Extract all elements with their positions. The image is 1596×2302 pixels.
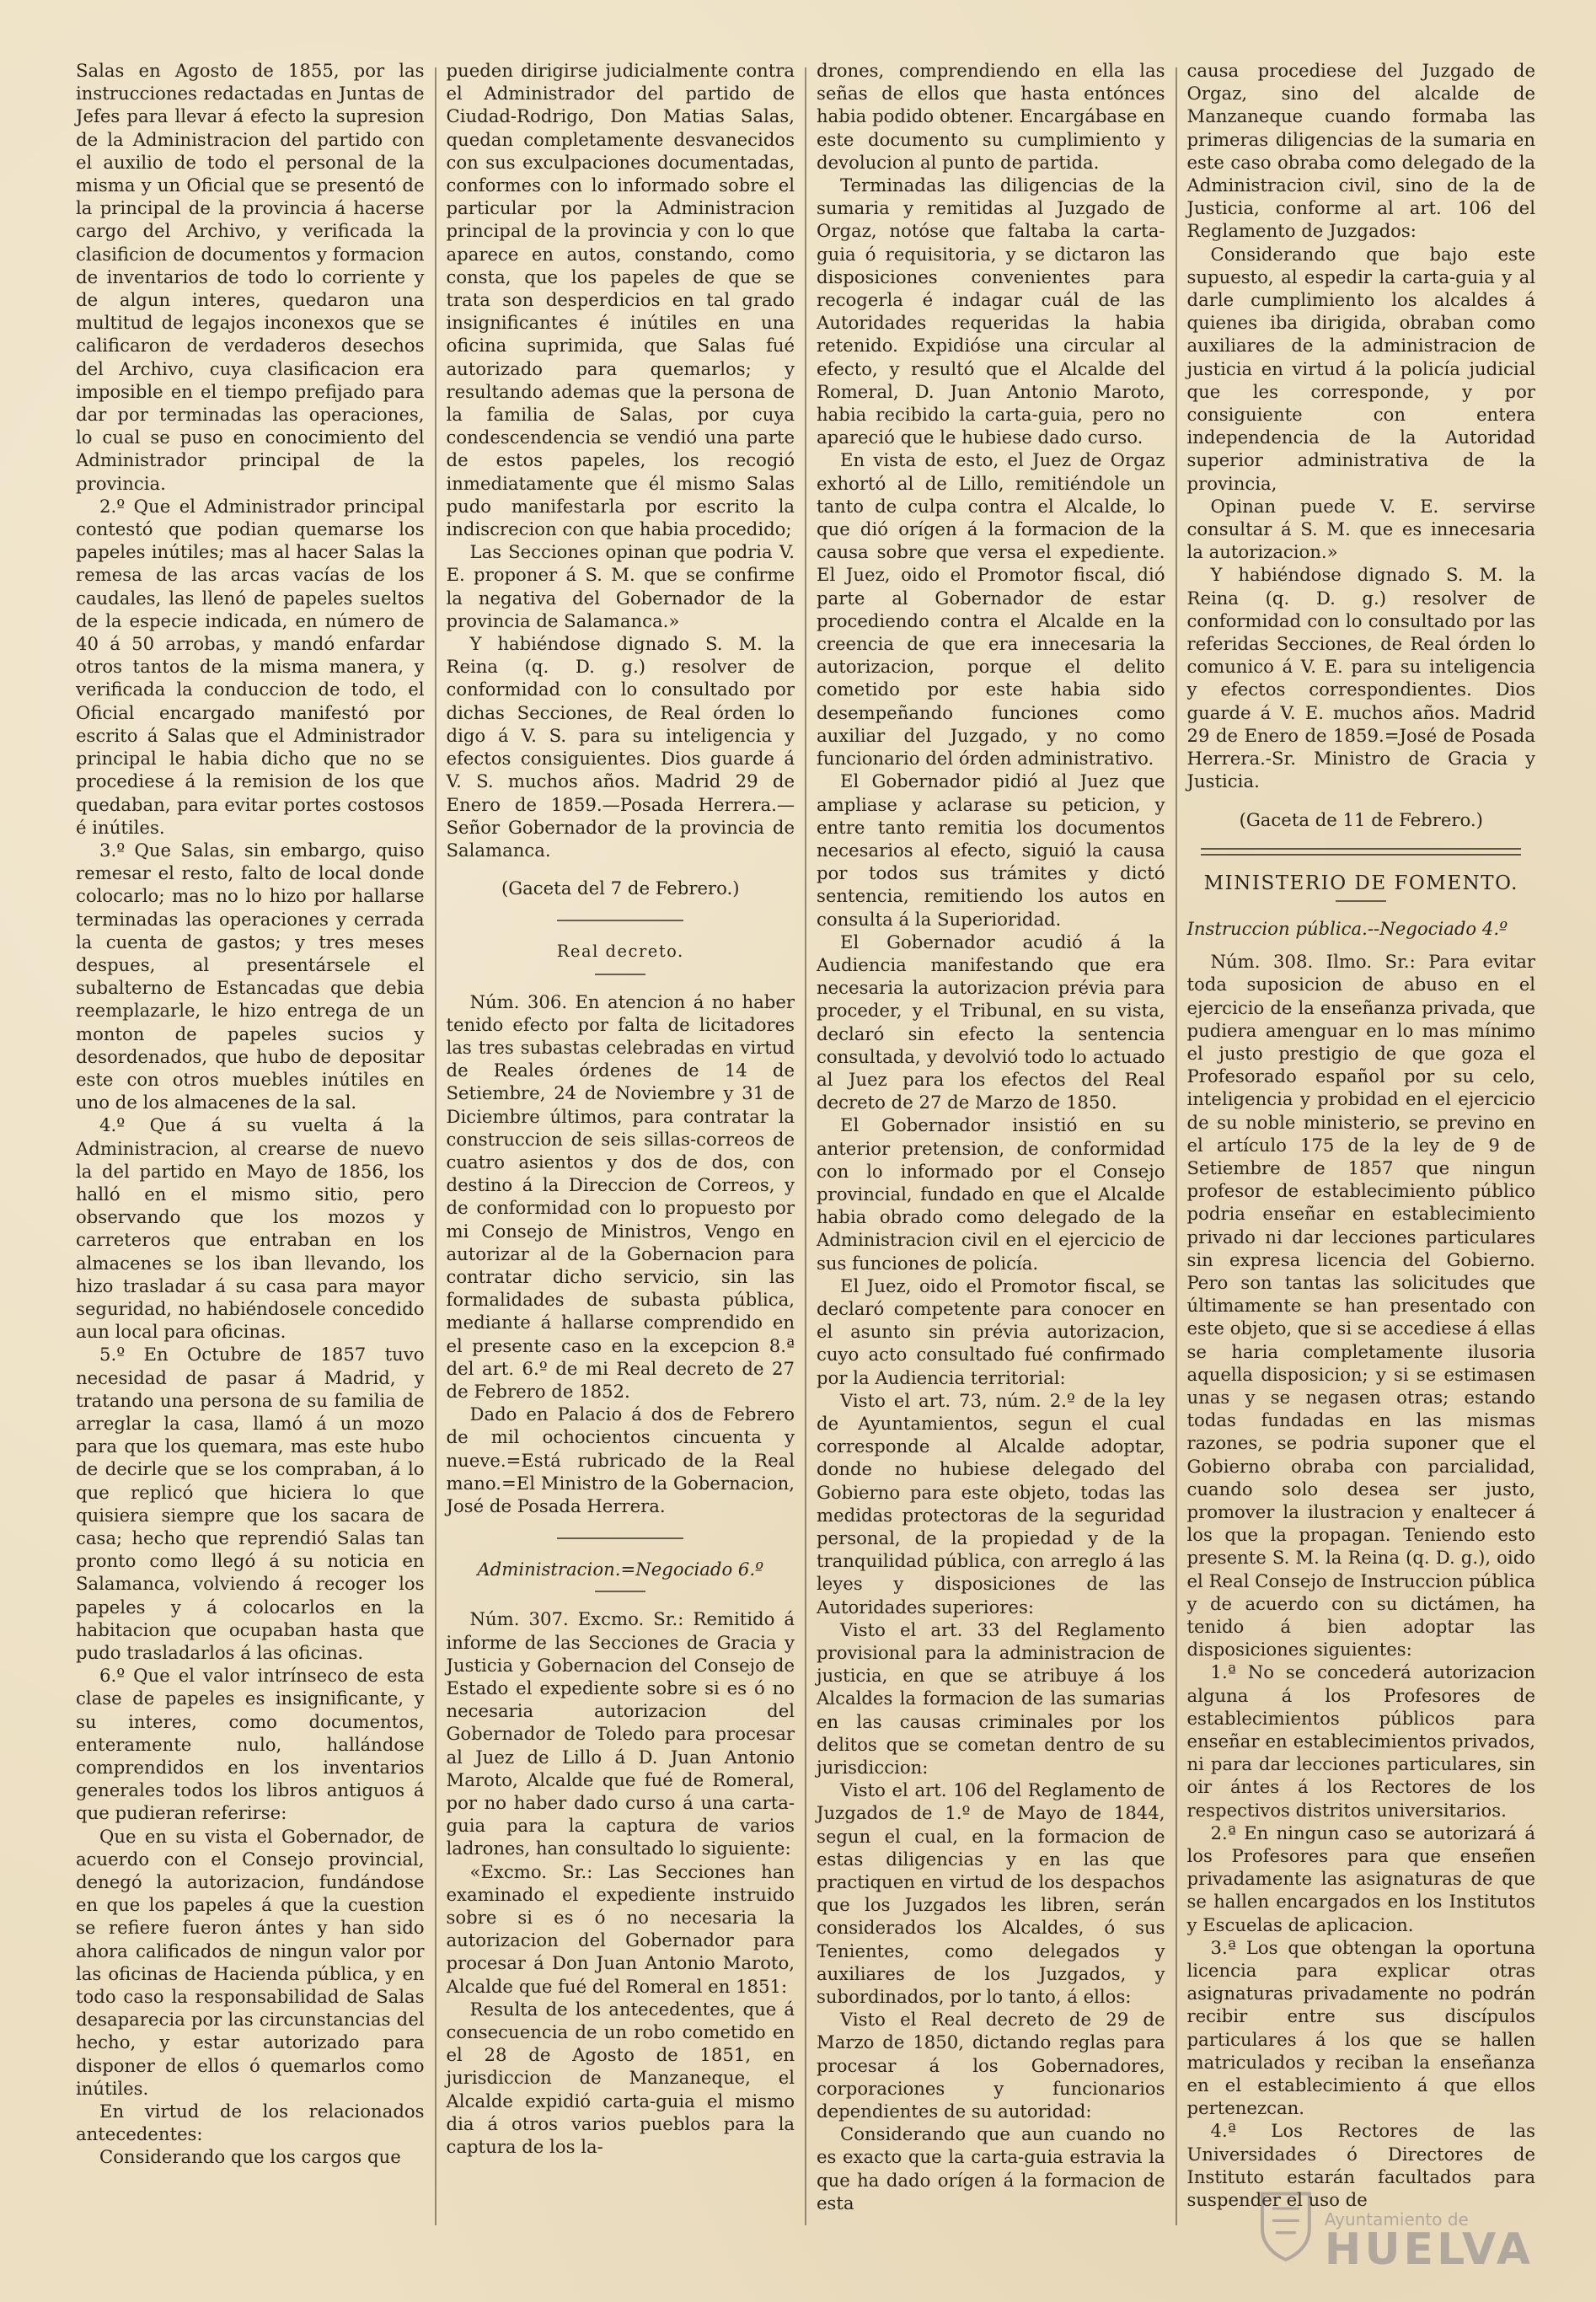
column-rule xyxy=(805,67,806,2225)
section-separator xyxy=(557,920,683,921)
paragraph: El Juez, oido el Promotor fiscal, se declaró competente para conocer en el asunto sin prévia autorizacion, cuyo acto consultado fué confirmado por la Audiencia territorial: xyxy=(817,1274,1165,1388)
watermark-text xyxy=(1324,2209,1534,2275)
paragraph: Que en su vista el Gobernador, de acuerdo con el Consejo provincial, denegó la autorizacion, fundándose en que los papeles á que la cuestion se refiere fueron ántes y han sido ahora calificados de ningun valor por las oficinas de Hacienda pública, y en todo caso la responsabilidad de Salas desaparecia por las circunstancias del hecho, y estar autorizado para disponer de ellos ó quemarlos como inútiles. xyxy=(76,1825,425,2099)
paragraph: Dado en Palacio á dos de Febrero de mil ochocientos cincuenta y nueve.=Está rubricado de la Real mano.=El Ministro de la Gobernacion, José de Posada Herrera. xyxy=(446,1403,795,1516)
huelva-watermark xyxy=(1256,2171,1534,2275)
paragraph: «Excmo. Sr.: Las Secciones han examinado el expediente instruido sobre si es ó no necesaria la autorizacion del Gobernador para procesar á Don Juan Antonio Maroto, Alcalde que fué del Romeral en 1851: xyxy=(446,1860,795,1997)
text-columns xyxy=(66,59,1545,2251)
column-rule xyxy=(435,67,436,2225)
paragraph: Visto el art. 33 del Reglamento provisional para la administracion de justicia, en que se atribuye á los Alcaldes la formacion de las sumarias en las causas criminales por los delitos que se cometan dentro de su jurisdiccion: xyxy=(817,1618,1165,1779)
gazette-citation: (Gaceta de 11 de Febrero.) xyxy=(1239,808,1483,830)
short-separator xyxy=(1336,900,1386,902)
column-1 xyxy=(66,59,435,2251)
paragraph: Opinan puede V. E. servirse consultar á S. M. que es innecesaria la autorizacion.» xyxy=(1186,495,1536,563)
column-4 xyxy=(1177,59,1546,2251)
watermark-top: Ayuntamiento de xyxy=(1324,2209,1469,2230)
paragraph: Y habiéndose dignado S. M. la Reina (q. D. g.) resolver de conformidad con lo consultado por dichas Secciones, de Real órden lo digo á V. S. para su inteligencia y efectos consiguientes. Dios guarde á V. S. muchos años. Madrid 29 de Enero de 1859.—Posada Herrera.—Señor Gobernador de la provincia de Salamanca. xyxy=(446,633,795,861)
paragraph: Las Secciones opinan que podria V. E. proponer á S. M. que se confirme la negativa del Gobernador de la provincia de Salamanca.» xyxy=(446,541,795,631)
paragraph: 4.ª Los Rectores de las Universidades ó Directores de Instituto estarán facultados para suspender el uso de xyxy=(1186,2120,1536,2211)
paragraph: causa procediese del Juzgado de Orgaz, sino del alcalde de Manzaneque cuando formaba las primeras diligencias de la sumaria en este caso obraba como delegado de la Administracion civil, sino de la de Justicia, conforme al art. 106 del Reglamento de Juzgados: xyxy=(1186,60,1536,242)
section-separator xyxy=(557,1537,683,1539)
paragraph: Núm. 308. Ilmo. Sr.: Para evitar toda suposicion de abuso en el ejercicio de la enseñanza privada, que pudiera amenguar en lo mas mínimo el justo prestigio de que goza el Profesorado español por su celo, inteligencia y probidad en el ejercicio de su noble ministerio, se previno en el artículo 175 de la ley de 9 de Setiembre de 1857 que ningun profesor de establecimiento público podria enseñar en establecimiento privado ni dar lecciones particulares sin expresa licencia del Gobierno. Pero son tantas las solicitudes que últimamente se han presentado con este objeto, que si se accediese á ellas se haria completamente ilusoria aquella disposicion; y si se estimasen unas y se negasen otras; estando todas fundadas en las mismas razones, se podria suponer que el Gobierno obraba con parcialidad, cuando solo desea ser justo, promover la ilustracion y enaltecer á los que la propagan. Teniendo esto presente S. M. la Reina (q. D. g.), oido el Real Consejo de Instruccion pública y de acuerdo con su dictámen, ha tenido á bien adoptar las disposiciones siguientes: xyxy=(1186,951,1536,1661)
paragraph: 6.º Que el valor intrínseco de esta clase de papeles es insignificante, y su interes, como documentos, enteramente nulo, hallándose comprendidos en los inventarios generales todos los libros antiguos á que pudieran referirse: xyxy=(76,1665,425,1824)
city-shield-icon xyxy=(1256,2179,1316,2272)
paragraph: Núm. 307. Excmo. Sr.: Remitido á informe de las Secciones de Gracia y Justicia y Gobernacion del Consejo de Estado el expediente sobre si es ó no necesaria autorizacion del Gobernador de Toledo para procesar al Juez de Lillo á D. Juan Antonio Maroto, Alcalde que fué de Romeral, por no haber dado curso á una carta-guia para la captura de varios ladrones, han consultado lo siguiente: xyxy=(446,1608,795,1859)
paragraph: El Gobernador acudió á la Audiencia manifestando que era necesaria la autorizacion prévia para proceder, y el Tribunal, en su vista, declaró sin efecto la sentencia consultada, y devolvió todo lo actuado al Juez para los efectos del Real decreto de 27 de Marzo de 1850. xyxy=(817,931,1165,1113)
paragraph: Terminadas las diligencias de la sumaria y remitidas al Juzgado de Orgaz, notóse que faltaba la carta-guia ó requisitoria, y se dictaron las disposiciones convenientes para recogerla é indagar cuál de las Autoridades requeridas la habia retenido. Expidióse una circular al efecto, y resultó que el Alcalde del Romeral, D. Juan Antonio Maroto, habia recibido la carta-guia, pero no apareció que le hubiese dado curso. xyxy=(817,174,1165,448)
paragraph: 3.ª Los que obtengan la oportuna licencia para explicar otras asignaturas privadamente no podrán recibir entre sus discípulos particulares á los que se hallen matriculados y reciban la enseñanza en el establecimiento á que ellos pertenezcan. xyxy=(1186,1936,1536,2119)
column-2 xyxy=(436,59,806,2251)
paragraph: Considerando que aun cuando no es exacto que la carta-guia estravia la que ha dado orígen á la formacion de esta xyxy=(817,2123,1165,2213)
column-3 xyxy=(806,59,1176,2251)
paragraph: Visto el art. 73, núm. 2.º de la ley de Ayuntamientos, segun el cual corresponde al Alcalde adoptar, donde no hubiese delegado del Gobierno para este objeto, todas las medidas protectoras de la seguridad personal, de la propiedad y de la tranquilidad pública, con arreglo á las leyes y disposiciones de las Autoridades superiores: xyxy=(817,1389,1165,1618)
paragraph: Núm. 306. En atencion á no haber tenido efecto por falta de licitadores las tres subastas celebradas en virtud de Reales órdenes de 14 de Setiembre, 24 de Noviembre y 31 de Diciembre últimos, para contratar la construccion de seis sillas-correos de cuatro asientos y dos de dos, con destino á la Direccion de Correos, y de conformidad con lo propuesto por mi Consejo de Ministros, Vengo en autorizar al de la Gobernacion para contratar dicho servicio, sin las formalidades de subasta pública, mediante á hallarse comprendido en el presente caso en la excepcion 8.ª del art. 6.º de mi Real decreto de 27 de Febrero de 1852. xyxy=(446,990,795,1402)
paragraph: 4.º Que á su vuelta á la Administracion, al crearse de nuevo la del partido en Mayo de 1856, los halló en el mismo sitio, pero observando que los mozos y carreteros que entraban en los almacenes se los iban llevando, los hizo trasladar á su casa para mayor seguridad, no habiéndosele concedido aun local para oficinas. xyxy=(76,1114,425,1343)
paragraph: Resulta de los antecedentes, que á consecuencia de un robo cometido en el 28 de Agosto de 1851, en jurisdiccion de Manzaneque, el Alcalde expidió carta-guia el mismo dia á otros varios pueblos para la captura de los la- xyxy=(446,1998,795,2158)
paragraph: En vista de esto, el Juez de Orgaz exhortó al de Lillo, remitiéndole un tanto de culpa contra el Alcalde, lo que dió orígen á la formacion de la causa sobre que versa el expediente. El Juez, oido el Promotor fiscal, dió parte al Gobernador de estar procediendo contra el Alcalde en la creencia de que era innecesaria la autorizacion, porque el delito cometido por este habia sido desempeñando funciones como auxiliar del Juzgado, y no como funcionario del órden administrativo. xyxy=(817,449,1165,770)
short-separator xyxy=(595,974,645,975)
ministry-heading: MINISTERIO DE FOMENTO. xyxy=(1203,872,1518,894)
paragraph: Considerando que bajo este supuesto, al espedir la carta-guia y al darle cumplimiento los alcaldes á quienes iba dirigida, obraban como auxiliares de la administracion de justicia en virtud á la policía judicial que les corresponde, y por consiguiente con entera independencia de la Autoridad superior administrativa de la provincia, xyxy=(1186,243,1536,494)
paragraph: Considerando que los cargos que xyxy=(99,2146,401,2168)
paragraph: 2.º Que el Administrador principal contestó que podian quemarse los papeles inútiles; mas al hacer Salas la remesa de las arcas vacías de los caudales, las llenó de papeles sueltos de la especie indicada, en número de 40 á 50 arrobas, y mandó enfardar otros tantos de la misma manera, y verificada la conduccion de todo, el Oficial encargado manifestó por escrito á Salas que el Administrador principal le habia dicho que no se procediese á la remision de los que quedaban, para evitar portes costosos é inútiles. xyxy=(76,495,425,838)
paragraph: Visto el art. 106 del Reglamento de Juzgados de 1.º de Mayo de 1844, segun el cual, en la formacion de estas diligencias y en las que practiquen en virtud de los despachos que los Juzgados les libren, serán considerados los Alcaldes, ó sus Tenientes, como delegados y auxiliares de los Juzgados, y subordinados, por lo tanto, á ellos: xyxy=(817,1779,1165,2008)
paragraph: El Gobernador insistió en su anterior pretension, de conformidad con lo informado por el Consejo provincial, fundado en que el Alcalde habia obrado como delegado de la Administracion civil en el ejercicio de sus funciones de policía. xyxy=(817,1114,1165,1274)
negociado-heading: Instruccion pública.--Negociado 4.º xyxy=(1186,917,1508,939)
paragraph: Salas en Agosto de 1855, por las instrucciones redactadas en Juntas de Jefes para llevar á efecto la supresion de la Administracion del partido con el auxilio de todo el personal de la misma y un Oficial que se presentó de la principal de la provincia á hacerse cargo del Archivo, y verificada la clasificion de documentos y formacion de inventarios de todo lo corriente y de algun interes, quedaron una multitud de legajos inconexos que se calificaron de verdaderos desechos del Archivo, cuya clasificacion era imposible en el tiempo prefijado para dar por terminadas las operaciones, lo cual se puso en conocimiento del Administrador principal de la provincia. xyxy=(76,60,425,494)
watermark-city: HUELVA xyxy=(1324,2224,1534,2275)
short-separator xyxy=(595,1591,645,1592)
paragraph: El Gobernador pidió al Juez que ampliase y aclarase su peticion, y entre tanto remitia los documentos necesarios al efecto, siguió la causa por todos sus trámites y dictó sentencia, remitiendo los autos en consulta á la Superioridad. xyxy=(817,770,1165,930)
paragraph: En virtud de los relacionados antecedentes: xyxy=(76,2101,425,2145)
gazette-citation: (Gaceta del 7 de Febrero.) xyxy=(501,877,740,899)
paragraph: Y habiéndose dignado S. M. la Reina (q. D. g.) resolver de conformidad con lo consultado por las referidas Secciones, de Real órden lo comunico á V. E. para su inteligencia y efectos correspondientes. Dios guarde á V. E. muchos años. Madrid 29 de Enero de 1859.=José de Posada Herrera.-Sr. Ministro de Gracia y Justicia. xyxy=(1186,564,1536,792)
negociado-heading: Administracion.=Negociado 6.º xyxy=(477,1559,764,1580)
section-heading: Real decreto. xyxy=(556,942,684,962)
paragraph: pueden dirigirse judicialmente contra el Administrador del partido de Ciudad-Rodrigo, Don Matias Salas, quedan completamente desvanecidos con sus exculpaciones documentadas, conformes con lo informado sobre el particular por la Administracion principal de la provincia y con lo que aparece en autos, constando, como consta, que los papeles de que se trata son desperdicios en tal grado insignificantes é inútiles en una oficina suprimida, que Salas fué autorizado para quemarlos; y resultando ademas que la persona de la familia de Salas, por cuya condescendencia se vendió una parte de estos papeles, los recogió inmediatamente que él mismo Salas pudo manifestarla por escrito la indiscrecion con que habia procedido; xyxy=(446,60,795,540)
paragraph: 3.º Que Salas, sin embargo, quiso remesar el resto, falto de local donde colocarlo; mas no lo hizo por hallarse terminadas las operaciones y cerrada la cuenta de gastos; y tres meses despues, al presentársele el subalterno de Estancadas que debia reemplazarle, le hizo entrega de un monton de papeles sucios y desordenados, que hubo de depositar este con otros muebles inútiles en uno de los almacenes de la sal. xyxy=(76,839,425,1113)
double-separator xyxy=(1201,848,1521,856)
paragraph: 1.ª No se concederá autorizacion alguna á los Profesores de establecimientos públicos para enseñar en establecimientos privados, ni para dar lecciones particulares, sin oir ántes á los Rectores de los respectivos distritos universitarios. xyxy=(1186,1661,1536,1821)
column-rule xyxy=(1176,67,1177,2225)
paragraph: 2.ª En ningun caso se autorizará á los Profesores para que enseñen privadamente las asignaturas de que se hallen encargados en los Institutos y Escuelas de aplicacion. xyxy=(1186,1822,1536,1935)
paragraph: Visto el Real decreto de 29 de Marzo de 1850, dictando reglas para procesar á los Gobernadores, corporaciones y funcionarios dependientes de su autoridad: xyxy=(817,2009,1165,2122)
paragraph: 5.º En Octubre de 1857 tuvo necesidad de pasar á Madrid, y tratando una persona de su familia de arreglar la casa, llamó á un mozo para que los quemara, mas este hubo de decirle que se los compraban, á lo que replicó que hiciera lo que quisiera siempre que los sacara de casa; hecho que reprendió Salas tan pronto como llegó á su noticia en Salamanca, volviendo á recoger los papeles y á colocarlos en la habitacion que ocupaban hasta que pudo trasladarlos á las oficinas. xyxy=(76,1344,425,1664)
paragraph: drones, comprendiendo en ella las señas de ellos que hasta entónces habia podido obtener. Encargábase en este documento su cumplimiento y devolucion al punto de partida. xyxy=(817,60,1165,173)
